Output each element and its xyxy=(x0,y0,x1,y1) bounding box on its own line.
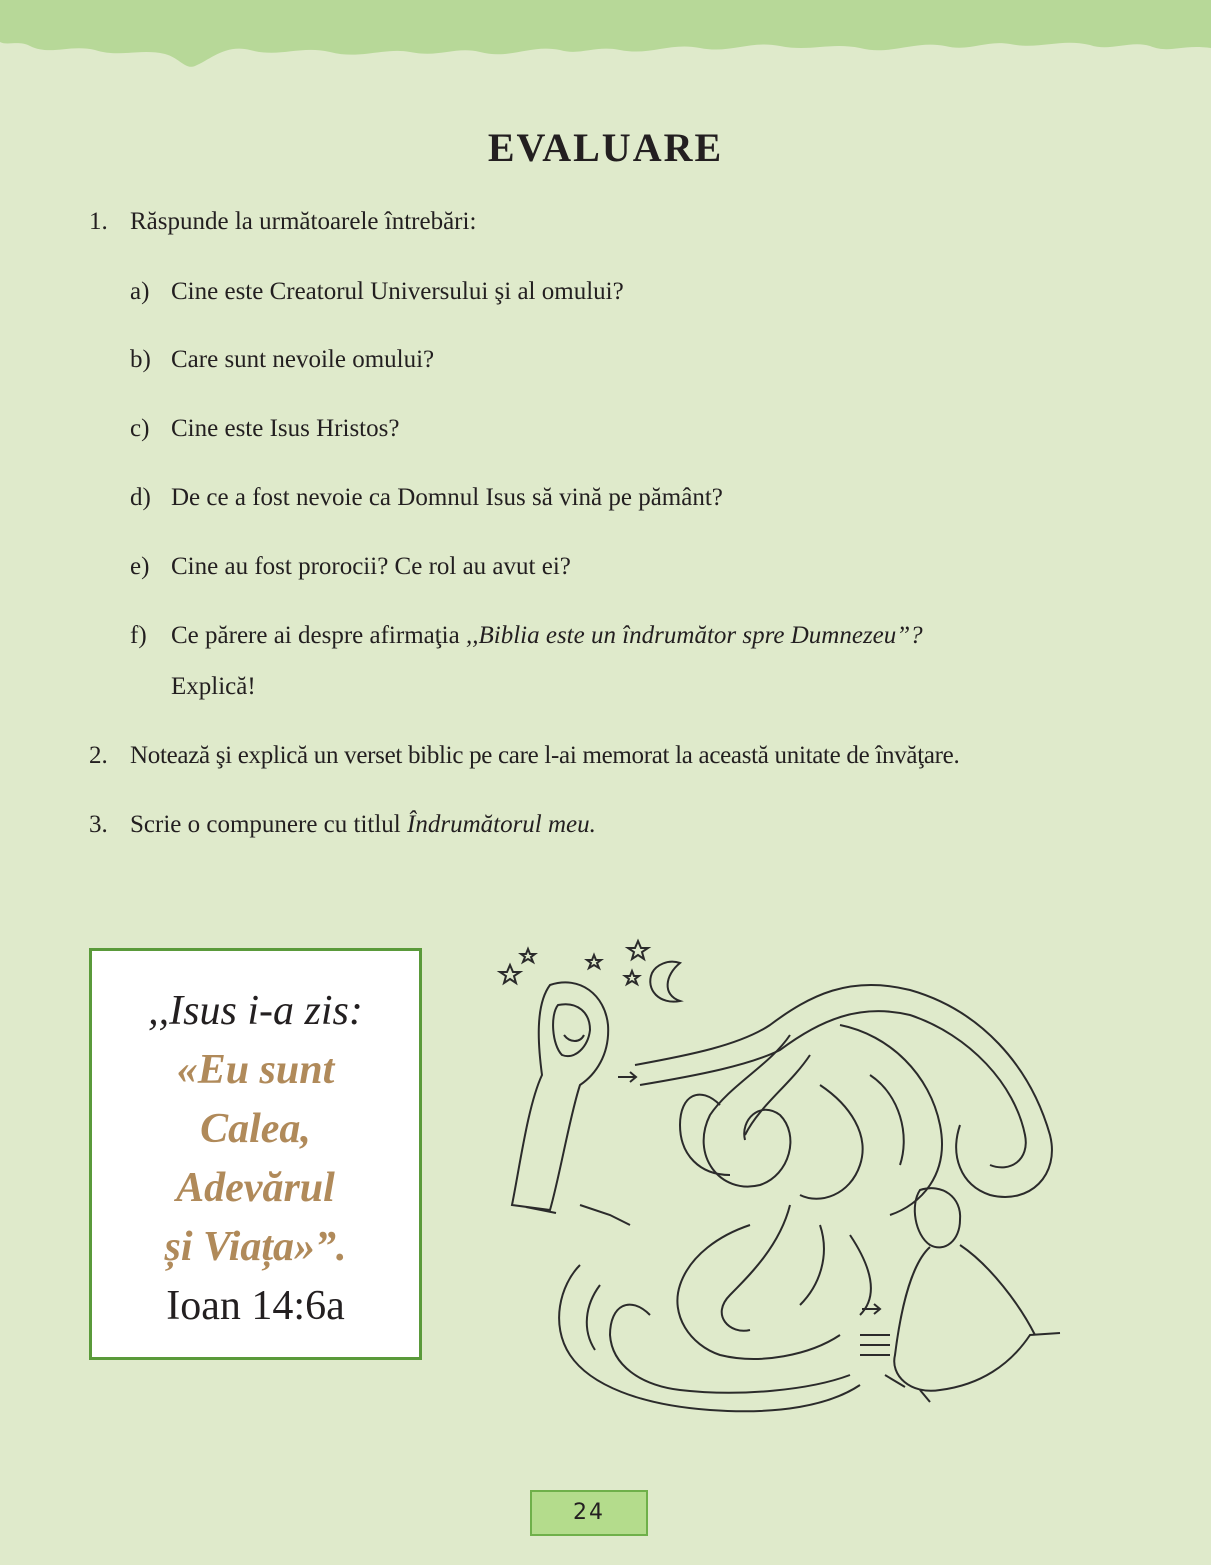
verse-quote-line: «Eu sunt xyxy=(176,1047,335,1093)
sub-question-text: De ce a fost nevoie ca Domnul Isus să vină pe pământ? xyxy=(171,484,723,511)
page-number: 24 xyxy=(530,1490,648,1536)
question-text xyxy=(130,811,596,839)
moon-icon xyxy=(650,962,680,1002)
sub-question-text: Cine au fost prorocii? Ce rol au avut ei? xyxy=(171,553,571,580)
sub-question-letter: b) xyxy=(130,346,151,373)
question-text: Notează şi explică un verset biblic pe care l-ai memorat la această unitate de învăţare. xyxy=(130,742,960,769)
jesus-figure-icon xyxy=(512,982,630,1225)
top-grass-band xyxy=(0,0,1211,80)
sub-question-letter: f) xyxy=(130,622,147,649)
maze-illustration xyxy=(490,935,1090,1425)
question-number: 2. xyxy=(89,742,108,769)
maze-paths xyxy=(559,985,1052,1411)
sub-question-text xyxy=(171,622,923,650)
stars-icon xyxy=(500,941,648,984)
page-title: EVALUARE xyxy=(487,125,724,170)
verse-quote-line: și Viața»”. xyxy=(164,1224,347,1270)
sub-question-letter: e) xyxy=(130,553,150,580)
sub-question-text: Care sunt nevoile omului? xyxy=(171,346,435,373)
question-text-title: Îndrumătorul meu. xyxy=(407,811,596,838)
sub-question-text: Cine este Creatorul Universului şi al omului? xyxy=(171,278,624,305)
sub-question-letter: a) xyxy=(130,278,150,305)
verse-intro: ,,Isus i-a zis: xyxy=(148,988,363,1034)
question-text: Răspunde la următoarele întrebări: xyxy=(130,208,477,235)
sub-question-text: Cine este Isus Hristos? xyxy=(171,415,400,442)
sub-question-letter: d) xyxy=(130,484,151,511)
sub-question-text-prefix: Ce părere ai despre afirmaţia xyxy=(171,622,466,649)
sub-question-letter: c) xyxy=(130,415,150,442)
memory-verse-box xyxy=(89,948,422,1360)
sub-question-text-quote: ,,Biblia este un îndrumător spre Dumnezeu”? xyxy=(465,622,923,649)
question-number: 1. xyxy=(89,208,108,235)
sub-question-text: Explică! xyxy=(171,673,256,700)
seated-man-figure-icon xyxy=(860,1188,1060,1402)
verse-quote-line: Adevărul xyxy=(176,1165,335,1211)
question-number: 3. xyxy=(89,811,108,838)
question-text-prefix: Scrie o compunere cu titlul xyxy=(130,811,408,838)
verse-reference: Ioan 14:6a xyxy=(166,1283,345,1329)
verse-quote-line: Calea, xyxy=(200,1106,311,1152)
